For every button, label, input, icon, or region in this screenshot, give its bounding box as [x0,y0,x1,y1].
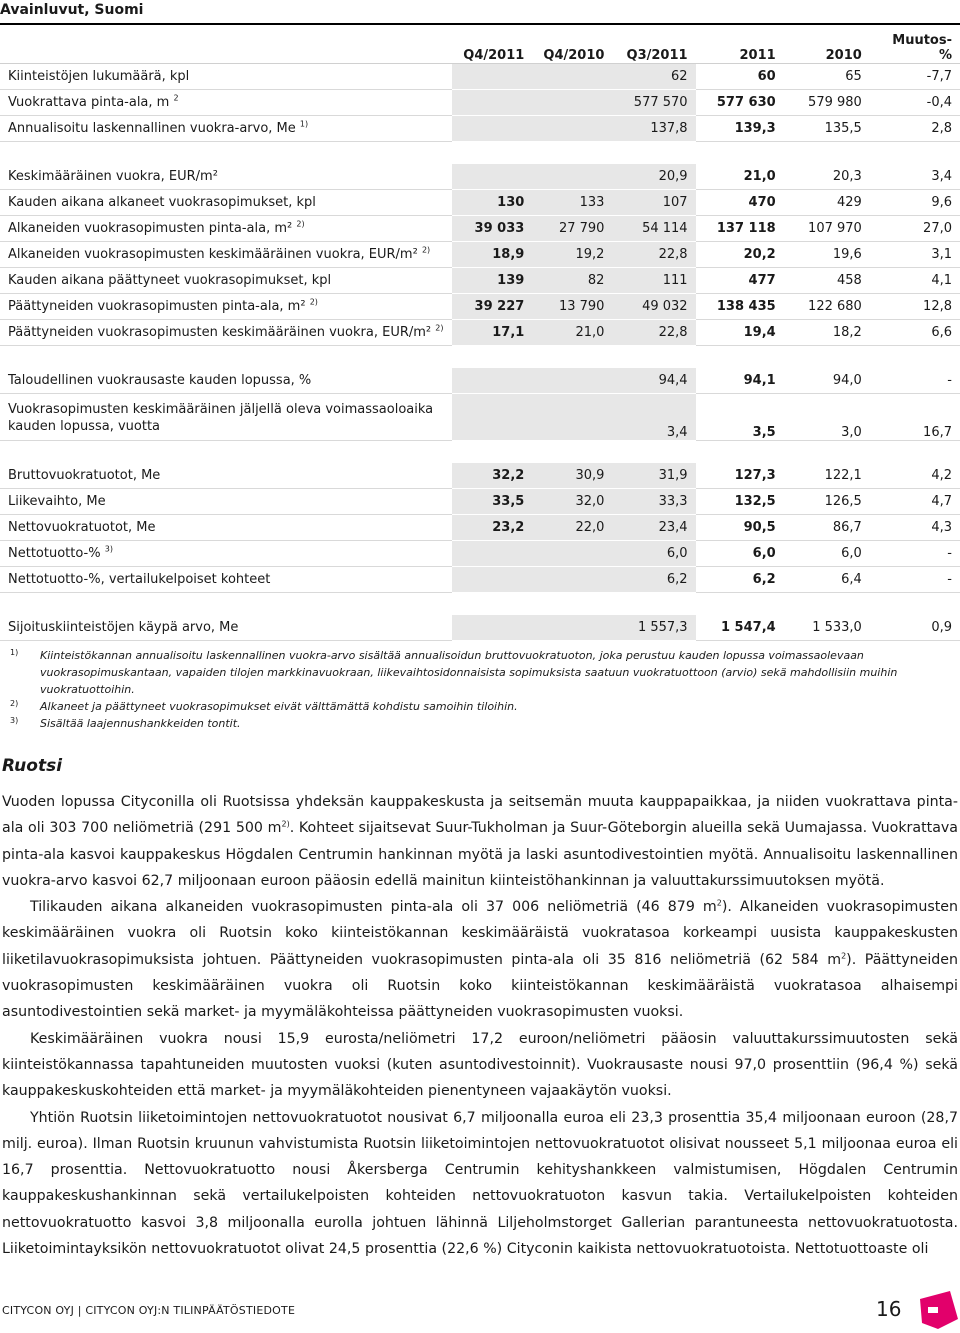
table-cell: 18,2 [784,320,870,346]
row-label: Nettotuotto-%, vertailukelpoiset kohteet [0,567,452,593]
row-label: Vuokrasopimusten keskimääräinen jäljellä oleva voimassaoloaika kauden lopussa, vuotta [0,394,452,441]
table-cell: 16,7 [870,394,960,441]
table-cell: 107 [612,190,695,216]
table-cell: 458 [784,268,870,294]
table-cell: 22,0 [532,515,612,541]
table-cell [532,90,612,116]
table-cell: 126,5 [784,489,870,515]
citycon-logo [916,1289,960,1333]
table-row [0,90,960,116]
row-label: Kiinteistöjen lukumäärä, kpl [0,64,452,90]
table-cell: 19,6 [784,242,870,268]
table-cell: 39 227 [452,294,532,320]
table-cell: 20,2 [696,242,784,268]
table-cell: - [870,368,960,394]
table-cell: 6,0 [612,541,695,567]
row-label: Kauden aikana päättyneet vuokrasopimukset, kpl [0,268,452,294]
row-label: Bruttovuokratuotot, Me [0,463,452,489]
paragraph-4: Yhtiön Ruotsin liiketoimintojen nettovuokratuotot nousivat 6,7 miljoonalla euroa eli 23,3 prosenttia 35,4 miljoonaan euroon (28,7 milj. euroa). Ilman Ruotsin kruunun vahvistumista Ruotsin liiketoimintojen nettovuokratuotot olisivat nousseet 5,1 miljoonaa euroa eli 16,7 prosenttia. Nettovuokratuotto nousi Åkersberga Centrumin kehityshankkeen valmistumisen, Högdalen Centrumin kauppakeskushankinnan sekä vertailukelpoisten kohteiden nettovuokratuoton kasvun takia. Vertailukelpoisten kohteiden nettovuokratuotto kasvoi 3,8 miljoonalla eurolla johtuen lähinnä Liljeholmstorget Gallerian parantuneesta nettovuokratuotosta. Liiketoimintayksikön nettovuokratuotot olivat 24,5 prosenttia (22,6 %) Cityconin kaikista nettovuokratuotoista. Nettotuottoaste oli [2,1109,958,1258]
table-row [0,164,960,190]
row-label: Nettotuotto-% $^{3)}$ [0,541,452,567]
table-cell: 33,3 [612,489,695,515]
table-cell: 23,4 [612,515,695,541]
table-cell: 139 [452,268,532,294]
table-cell: 21,0 [532,320,612,346]
table-cell: 6,6 [870,320,960,346]
footnote-3: 3) Sisältää laajennushankkeiden tontit. [10,716,241,730]
table-cell: 19,4 [696,320,784,346]
table-cell: 17,1 [452,320,532,346]
table-cell: 54 114 [612,216,695,242]
table-header-row [0,27,960,64]
header-2010: 2010 [825,48,862,63]
table-cell [532,116,612,142]
table-row [0,489,960,515]
table-cell [452,64,532,90]
table-cell: 23,2 [452,515,532,541]
table-body [0,64,960,641]
table-cell: 27 790 [532,216,612,242]
table-cell: 86,7 [784,515,870,541]
table-cell: 6,0 [784,541,870,567]
table-cell [532,615,612,641]
title-rule [0,23,960,25]
table-row [0,64,960,90]
table-cell [452,567,532,593]
row-label: Annualisoitu laskennallinen vuokra-arvo, Me $^{1)}$ [0,116,452,142]
footnote-1: 1) Kiinteistökannan annualisoitu laskennallinen vuokra-arvo sisältää annualisoidun bruttovuokratuoton, joka perustuu kauden lopussa voimassaolevaan vuokrasopimuskantaan, vapaiden tilojen markkinavuokraan, liikevaihtosidonnaisista sopimuksista saatuun vuokratuottoon (arvio) sekä mahdollisiin muihin vuokratuottoihin. [10,648,898,696]
row-label: Kauden aikana alkaneet vuokrasopimukset, kpl [0,190,452,216]
table-cell: 33,5 [452,489,532,515]
table-cell: 32,2 [452,463,532,489]
table-row [0,368,960,394]
table-cell: 470 [696,190,784,216]
table-cell: 1 557,3 [612,615,695,641]
paragraph-2: Tilikauden aikana alkaneiden vuokrasopimusten pinta-ala oli 37 006 neliömetriä (46 879 $m^2$). Alkaneiden vuokrasopimusten keskimääräinen vuokra oli Ruotsin koko kiinteistökannan keskimääräistä vuokratasoa korkeampi uusista kauppakeskusten liiketilavuokrasopimuksista johtuen. Päättyneiden vuokrasopimusten pinta-ala oli 35 816 neliömetriä (62 584 $m^2$). Päättyneiden vuokrasopimusten keskimääräinen vuokra oli Ruotsin koko kiinteistökannan keskimääräistä vuokratasoa alhaisempi asuntodivestointien sekä market- ja myymäläkohteissa päättyneiden vuokrasopimusten vuoksi. [2,898,958,1021]
table-cell: 122,1 [784,463,870,489]
header-change-pct: Muutos- % [892,33,952,63]
table-cell: 111 [612,268,695,294]
table-cell: 3,5 [696,394,784,441]
table-cell [452,541,532,567]
table-cell: -0,4 [870,90,960,116]
table-cell: 22,8 [612,320,695,346]
table-cell [532,64,612,90]
table-cell: 32,0 [532,489,612,515]
table-cell: 6,2 [612,567,695,593]
table-row [0,242,960,268]
table-cell: 4,1 [870,268,960,294]
table-cell [452,116,532,142]
table-cell: 137,8 [612,116,695,142]
header-2011: 2011 [739,48,776,63]
table-row [0,541,960,567]
table-cell: 138 435 [696,294,784,320]
table-cell: 30,9 [532,463,612,489]
table-cell: 94,1 [696,368,784,394]
table-cell: 62 [612,64,695,90]
table-row [0,294,960,320]
table-cell: 12,8 [870,294,960,320]
table-cell: - [870,541,960,567]
table-cell: 19,2 [532,242,612,268]
table-cell: 137 118 [696,216,784,242]
table-cell: 39 033 [452,216,532,242]
table-cell: 21,0 [696,164,784,190]
table-cell: 6,2 [696,567,784,593]
table-row [0,463,960,489]
page-title: Avainluvut, Suomi [0,2,144,18]
table-cell: 579 980 [784,90,870,116]
table-cell: 3,4 [870,164,960,190]
table-cell [452,368,532,394]
table-cell: 20,3 [784,164,870,190]
table-cell [532,368,612,394]
group-spacer [0,346,960,369]
row-label: Vuokrattava pinta-ala, m $^2$ [0,90,452,116]
footer-company: CITYCON OYJ | CITYCON OYJ:N TILINPÄÄTÖSTIEDOTE [2,1304,296,1317]
row-label: Päättyneiden vuokrasopimusten pinta-ala, m² $^{2)}$ [0,294,452,320]
row-label: Nettovuokratuotot, Me [0,515,452,541]
table-cell: 577 570 [612,90,695,116]
table-cell: 94,4 [612,368,695,394]
table-cell: 4,3 [870,515,960,541]
table-row [0,615,960,641]
table-cell: 94,0 [784,368,870,394]
table-cell [452,615,532,641]
table-cell [452,164,532,190]
table-cell: 49 032 [612,294,695,320]
table-cell: - [870,567,960,593]
row-label: Alkaneiden vuokrasopimusten pinta-ala, m² $^{2)}$ [0,216,452,242]
table-cell: 13 790 [532,294,612,320]
body-text [2,789,958,1262]
table-cell: 60 [696,64,784,90]
table-cell: 3,0 [784,394,870,441]
table-cell: 135,5 [784,116,870,142]
table-cell: 107 970 [784,216,870,242]
page-number: 16 [876,1297,902,1321]
table-cell: 82 [532,268,612,294]
footnote-2: 2) Alkaneet ja päättyneet vuokrasopimukset eivät välttämättä kohdistu samoihin tiloihin. [10,699,518,713]
table-cell: 139,3 [696,116,784,142]
section-title: Ruotsi [2,756,63,776]
table-cell: 0,9 [870,615,960,641]
table-cell [532,541,612,567]
table-cell: 133 [532,190,612,216]
table-row [0,394,960,441]
table-cell: 477 [696,268,784,294]
header-label [0,27,452,64]
table-cell [532,567,612,593]
table-cell: 27,0 [870,216,960,242]
table-cell: 3,1 [870,242,960,268]
row-label: Päättyneiden vuokrasopimusten keskimääräinen vuokra, EUR/m² $^{2)}$ [0,320,452,346]
table-cell [452,90,532,116]
table-cell: 4,2 [870,463,960,489]
table-cell: -7,7 [870,64,960,90]
table-row [0,567,960,593]
table-cell: 6,0 [696,541,784,567]
table-row [0,268,960,294]
group-spacer [0,593,960,616]
table-cell: 1 547,4 [696,615,784,641]
table-row [0,116,960,142]
table-cell: 2,8 [870,116,960,142]
table-cell: 122 680 [784,294,870,320]
table-cell: 4,7 [870,489,960,515]
table-row [0,190,960,216]
table-cell: 127,3 [696,463,784,489]
table-cell: 90,5 [696,515,784,541]
table-cell: 22,8 [612,242,695,268]
table-cell [532,394,612,441]
table-cell: 31,9 [612,463,695,489]
row-label: Taloudellinen vuokrausaste kauden lopussa, % [0,368,452,394]
row-label: Liikevaihto, Me [0,489,452,515]
table-cell: 1 533,0 [784,615,870,641]
table-cell: 65 [784,64,870,90]
table-cell: 130 [452,190,532,216]
header-q4-2011: Q4/2011 [463,48,525,63]
row-label: Keskimääräinen vuokra, EUR/m² [0,164,452,190]
table-cell: 20,9 [612,164,695,190]
table-cell: 9,6 [870,190,960,216]
table-cell [532,164,612,190]
table-row [0,320,960,346]
table-cell: 132,5 [696,489,784,515]
table-cell [452,394,532,441]
table-cell: 18,9 [452,242,532,268]
paragraph-1: Vuoden lopussa Cityconilla oli Ruotsissa yhdeksän kauppakeskusta ja seitsemän muuta kauppapaikkaa, ja niiden vuokrattava pinta-ala oli 303 700 neliömetriä (291 500 $m^{2)}$. Kohteet sijaitsevat Suur-Tukholman ja Suur-Göteborgin alueilla sekä Uumajassa. Vuokrattava pinta-ala kasvoi kauppakeskus Högdalen Centrumin hankinnan myötä ja laski asuntodivestointien myötä. Annualisoitu laskennallinen vuokra-arvo kasvoi 62,7 miljoonaan euroon pääosin edellä mainitun kiinteistöhankinnan ja valuuttakurssimuutoksen myötä. [2,794,958,889]
table-row [0,216,960,242]
paragraph-3: Keskimääräinen vuokra nousi 15,9 eurosta/neliömetri 17,2 euroon/neliömetri pääosin valuuttakurssimuutosten sekä kiinteistökannassa tapahtuneiden muutosten vuoksi (kuten asuntodivestoinnit). Vuokrausaste nousi 97,0 prosenttiin (96,4 %) sekä kauppakeskuskohteiden että market- ja myymäläkohteiden pienentyneen vajaakäytön vuoksi. [2,1030,958,1100]
table-cell: 577 630 [696,90,784,116]
table-row [0,515,960,541]
group-spacer [0,142,960,165]
table-cell: 6,4 [784,567,870,593]
row-label: Sijoituskiinteistöjen käypä arvo, Me [0,615,452,641]
group-spacer [0,441,960,464]
header-q4-2010: Q4/2010 [543,48,605,63]
header-q3-2011: Q3/2011 [626,48,688,63]
row-label: Alkaneiden vuokrasopimusten keskimääräinen vuokra, EUR/m² $^{2)}$ [0,242,452,268]
key-figures-table [0,27,960,641]
table-cell: 3,4 [612,394,695,441]
table-cell: 429 [784,190,870,216]
footnotes [10,647,955,732]
